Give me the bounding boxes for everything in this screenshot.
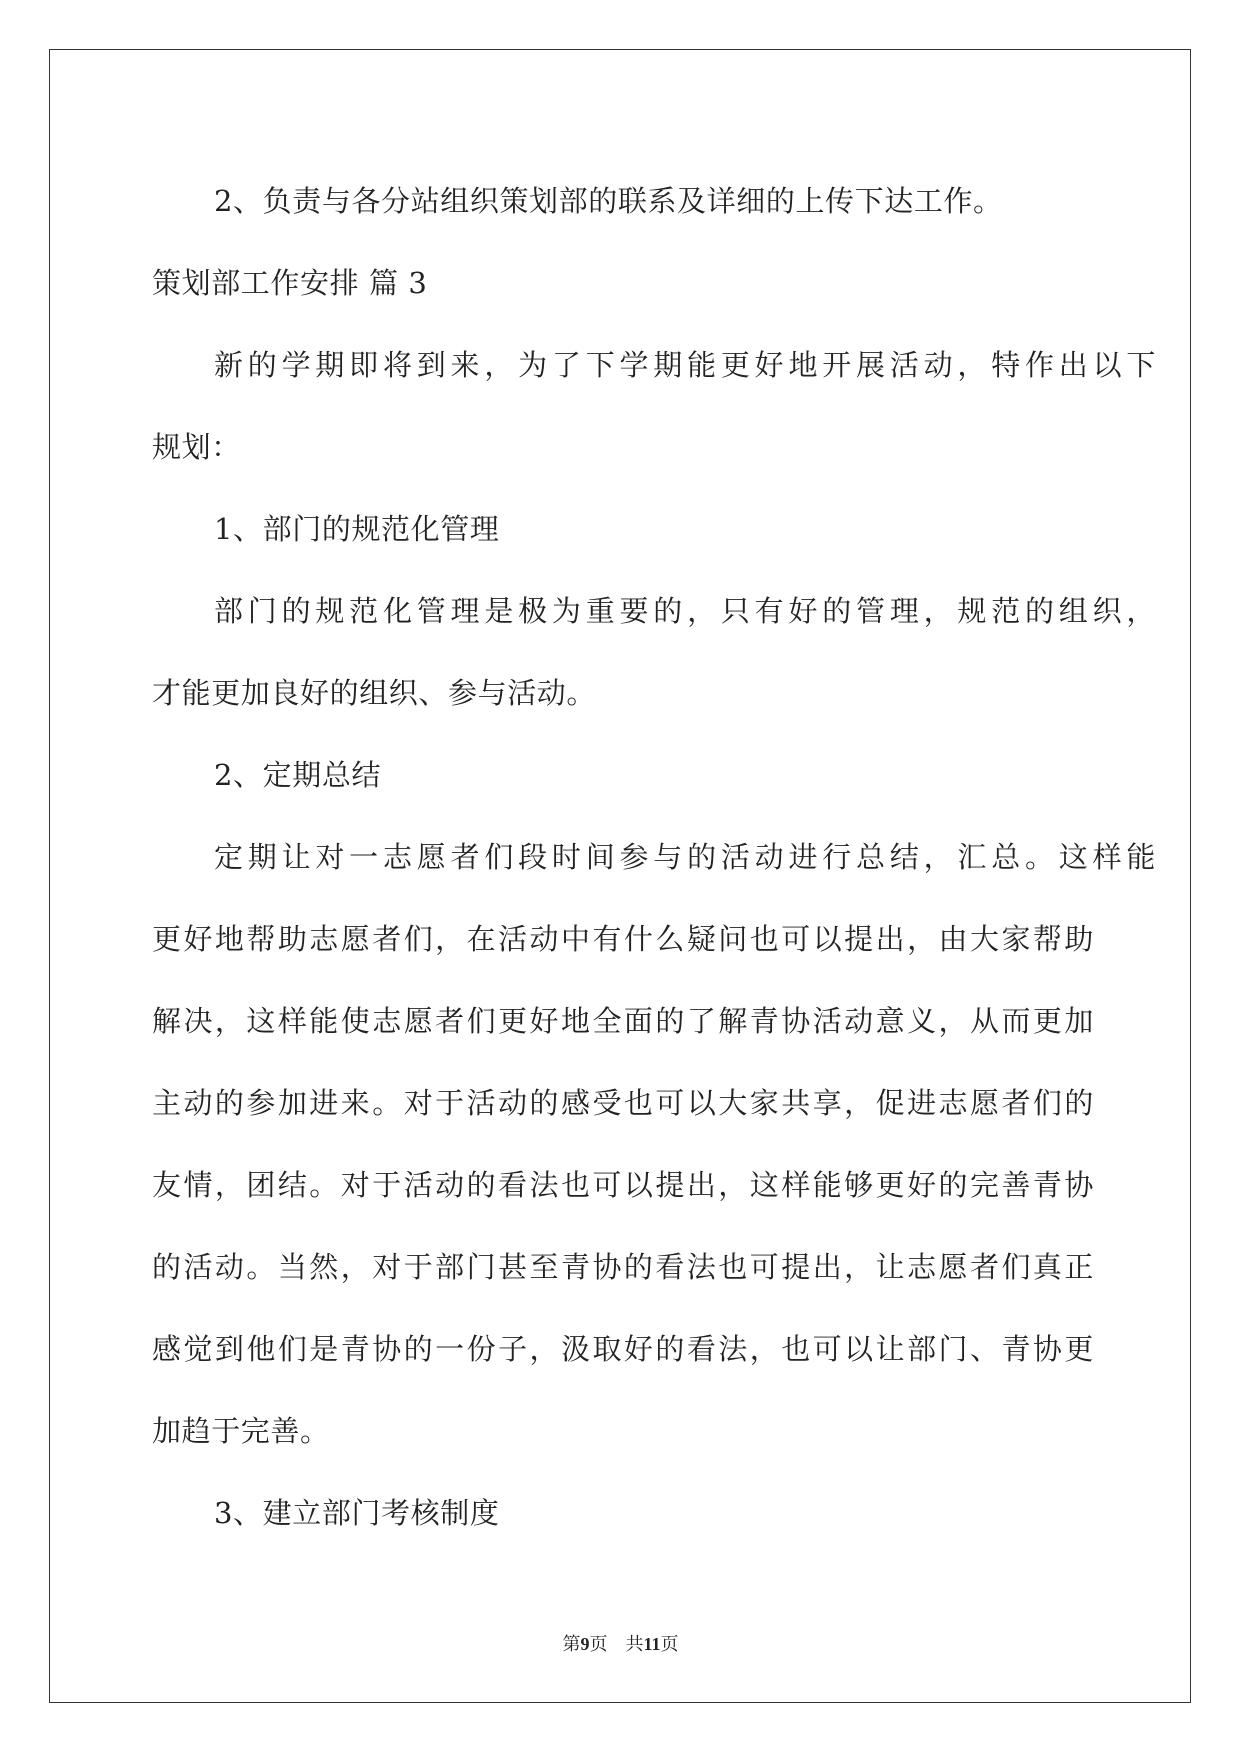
subheading-3: 3、建立部门考核制度 [214,1496,500,1530]
subheading-1: 1、部门的规范化管理 [214,512,500,546]
paragraph-2-line-1: 定期让对一志愿者们段时间参与的活动进行总结，汇总。这样能 [214,840,1156,874]
list-item-2-liaison: 2、负责与各分站组织策划部的联系及详细的上传下达工作。 [214,184,1003,218]
paragraph-2-line-4: 主动的参加进来。对于活动的感受也可以大家共享，促进志愿者们的 [152,1086,1094,1120]
section-heading: 策划部工作安排 篇 3 [152,266,428,300]
paragraph-2-line-7: 感觉到他们是青协的一份子，汲取好的看法，也可以让部门、青协更 [152,1332,1094,1366]
page-footer [0,1632,1241,1657]
footer-total-pages: 11 [643,1634,661,1654]
footer-page-suffix: 页 [589,1634,608,1655]
footer-total-suffix: 页 [660,1634,679,1655]
paragraph-2-line-6: 的活动。当然，对于部门甚至青协的看法也可提出，让志愿者们真正 [152,1250,1094,1284]
footer-total-prefix: 共 [625,1634,644,1655]
document-body [152,160,1156,1554]
intro-paragraph-line-1: 新的学期即将到来，为了下学期能更好地开展活动，特作出以下 [214,348,1156,382]
footer-page-prefix: 第 [562,1634,581,1655]
intro-paragraph-line-2: 规划： [152,430,241,464]
paragraph-1-line-2: 才能更加良好的组织、参与活动。 [152,676,597,710]
paragraph-2-line-2: 更好地帮助志愿者们，在活动中有什么疑问也可以提出，由大家帮助 [152,922,1094,956]
paragraph-1-line-1: 部门的规范化管理是极为重要的，只有好的管理，规范的组织， [214,594,1156,628]
paragraph-2-line-8: 加趋于完善。 [152,1414,330,1448]
subheading-2: 2、定期总结 [214,758,382,792]
paragraph-2-line-5: 友情，团结。对于活动的看法也可以提出，这样能够更好的完善青协 [152,1168,1094,1202]
paragraph-2-line-3: 解决，这样能使志愿者们更好地全面的了解青协活动意义，从而更加 [152,1004,1094,1038]
footer-current-page: 9 [580,1634,590,1654]
